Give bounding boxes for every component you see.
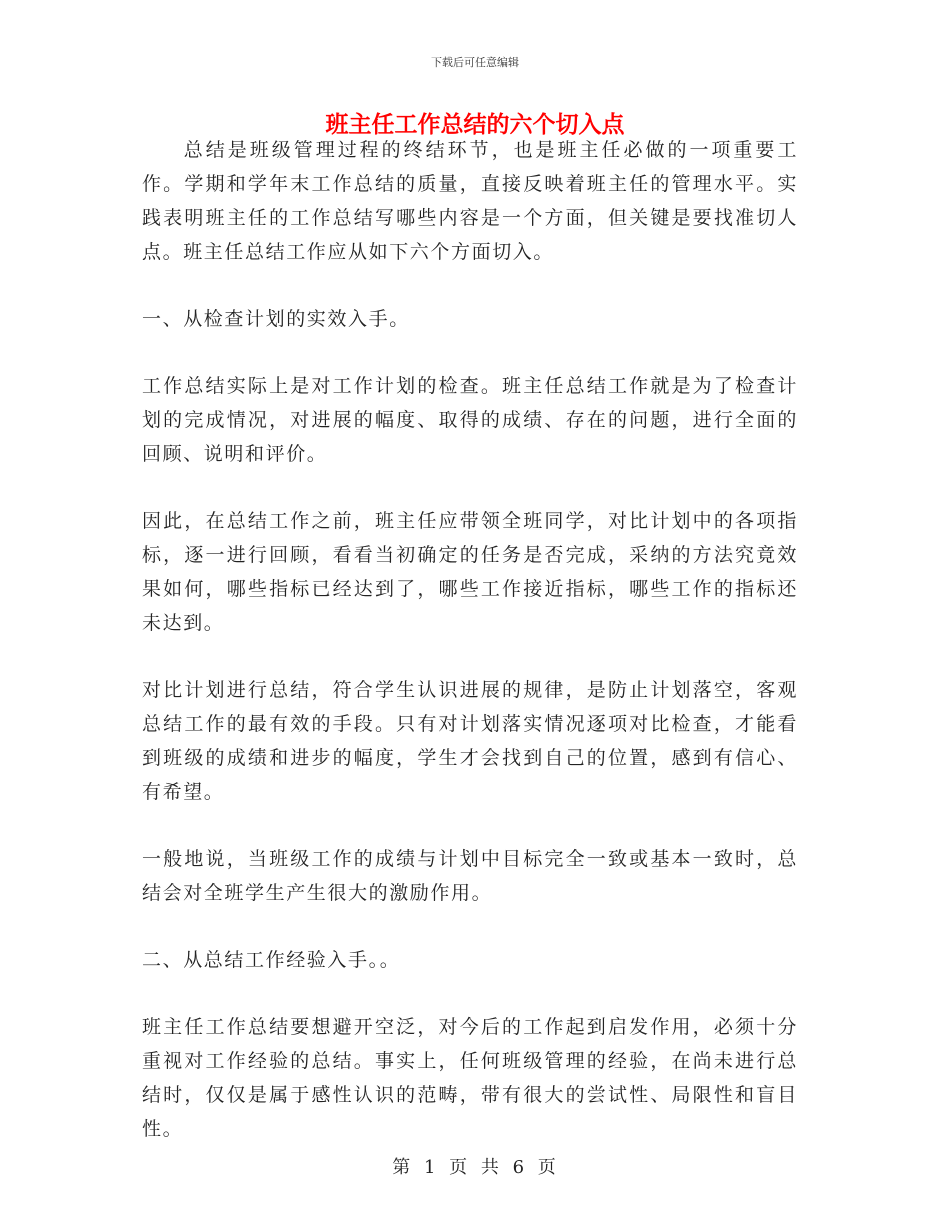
document-body	[142, 133, 798, 1179]
page-footer	[0, 1153, 950, 1179]
page-number: 1	[423, 1157, 438, 1178]
footer-page-unit: 页	[449, 1157, 470, 1178]
paragraph: 一般地说，当班级工作的成绩与计划中目标完全一致或基本一致时，总结会对全班学生产生很大的激励作用。	[142, 848, 798, 904]
footer-total-unit: 页	[537, 1157, 558, 1178]
section-heading-2: 二、从总结工作经验入手。。	[142, 949, 401, 971]
footer-total-prefix: 共	[480, 1157, 501, 1178]
document-title: 班主任工作总结的六个切入点	[325, 111, 625, 138]
section-heading-1: 一、从检查计划的实效入手。	[142, 308, 410, 330]
footer-prefix: 第	[392, 1157, 413, 1178]
page-total: 6	[512, 1157, 527, 1178]
paragraph: 班主任工作总结要想避开空泛，对今后的工作起到启发作用，必须十分重视对工作经验的总结。事实上，任何班级管理的经验，在尚未进行总结时，仅仅是属于感性认识的范畴，带有很大的尝试性、局限性和盲目性。	[142, 1016, 798, 1140]
header-note: 下载后可任意编辑	[431, 56, 519, 69]
paragraph: 因此，在总结工作之前，班主任应带领全班同学，对比计划中的各项指标，逐一进行回顾，看看当初确定的任务是否完成，采纳的方法究竟效果如何，哪些指标已经达到了，哪些工作接近指标，哪些工作的指标还未达到。	[142, 510, 798, 634]
paragraph-intro: 总结是班级管理过程的终结环节，也是班主任必做的一项重要工作。学期和学年末工作总结的质量，直接反映着班主任的管理水平。实践表明班主任的工作总结写哪些内容是一个方面，但关键是要找准切人点。班主任总结工作应从如下六个方面切入。	[142, 139, 798, 263]
paragraph: 对比计划进行总结，符合学生认识进展的规律，是防止计划落空，客观总结工作的最有效的手段。只有对计划落实情况逐项对比检查，才能看到班级的成绩和进步的幅度，学生才会找到自己的位置，感到有信心、有希望。	[142, 679, 798, 803]
paragraph: 工作总结实际上是对工作计划的检查。班主任总结工作就是为了检查计划的完成情况，对进展的幅度、取得的成绩、存在的问题，进行全面的回顾、说明和评价。	[142, 375, 798, 465]
